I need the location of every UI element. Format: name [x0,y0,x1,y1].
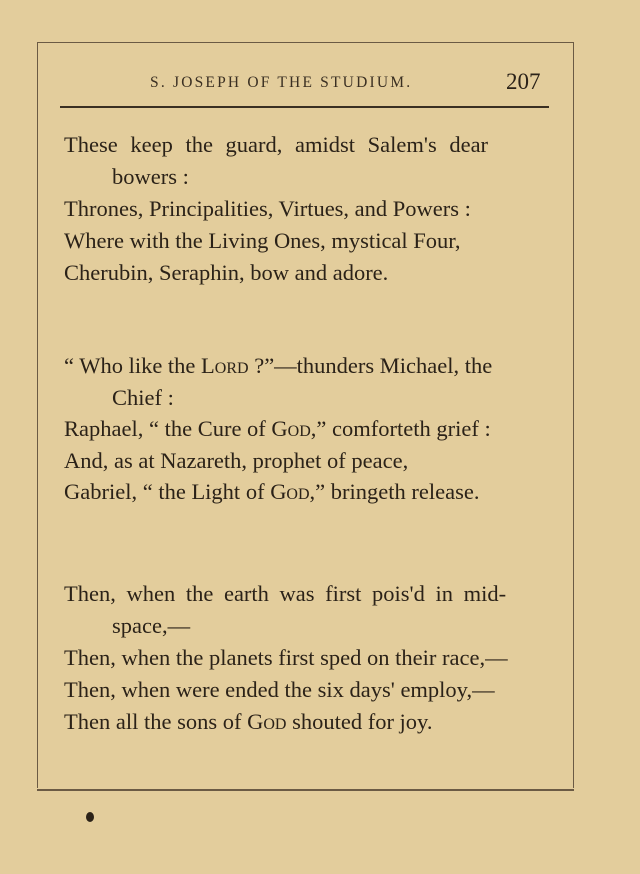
stanza-3-line-1: Then, when the earth was first pois'd in mid- [64,581,507,606]
stanza-1-line-3: Thrones, Principalities, Virtues, and Powers : [64,196,471,221]
line-text-post: shouted for joy. [286,709,433,734]
line-text-pre: Raphael, “ the Cure of [64,416,272,441]
small-caps-word: God [247,709,287,734]
page-number: 207 [506,69,541,94]
stanza-1-line-1: These keep the guard, amidst Salem's dear [64,132,489,157]
stanza-3-line-4: Then, when were ended the six days' employ,— [64,677,495,702]
stanza-2-line-2: Chief : [112,385,174,410]
stanza-2-line-1 [64,353,492,379]
stanza-3-line-2: space,— [112,613,191,638]
line-text-post: ,” bringeth release. [309,479,480,504]
stanza-1-line-4: Where with the Living Ones, mystical Four, [64,228,461,253]
ink-speck [86,812,94,822]
running-title: S. JOSEPH OF THE STUDIUM. [150,74,413,91]
stanza-1-line-2: bowers : [112,164,189,189]
small-caps-word: Lord [201,353,249,378]
bottom-rule [37,789,574,791]
stanza-2-line-3 [64,416,491,442]
line-text-post: ,” comforteth grief : [310,416,491,441]
line-text-post: ?”—thunders Michael, the [248,353,493,378]
header-rule [60,106,549,108]
line-text-pre: Then all the sons of [64,709,248,734]
line-text-pre: Gabriel, “ the Light of [64,479,271,504]
small-caps-word: God [271,416,311,441]
stanza-3-line-3: Then, when the planets first sped on their race,— [64,645,508,670]
stanza-3-line-5 [64,709,432,735]
stanza-2-line-4: And, as at Nazareth, prophet of peace, [64,448,409,473]
stanza-2-line-5 [64,479,479,505]
small-caps-word: God [270,479,310,504]
line-text-pre: “ Who like the [64,353,202,378]
stanza-1-line-5: Cherubin, Seraphin, bow and adore. [64,260,389,285]
